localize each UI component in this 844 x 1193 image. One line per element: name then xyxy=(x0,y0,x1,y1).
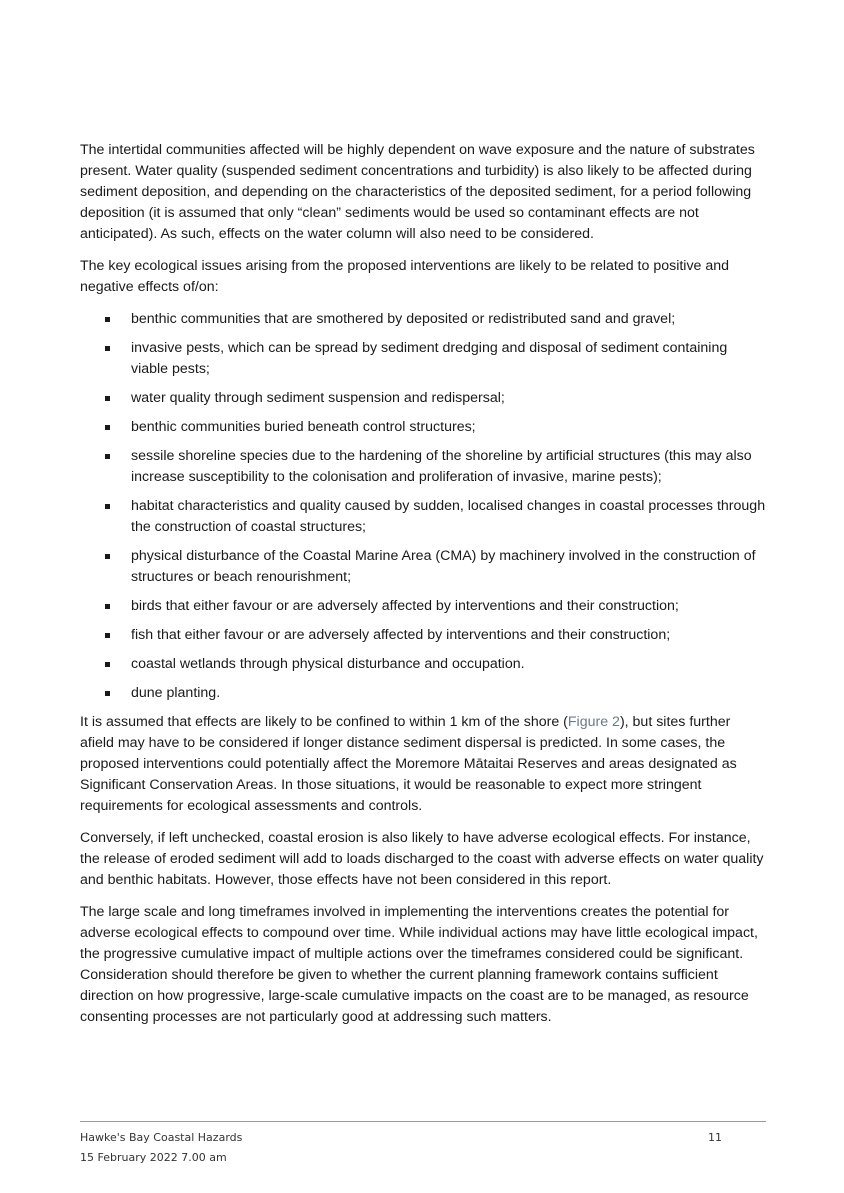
list-item: birds that either favour or are adversely affected by interventions and their construction; xyxy=(80,596,768,617)
figure-2-link[interactable]: Figure 2 xyxy=(567,714,620,730)
bullet-icon xyxy=(105,425,110,430)
bullet-icon xyxy=(105,604,110,609)
bullet-icon xyxy=(105,554,110,559)
list-item: invasive pests, which can be spread by sediment dredging and disposal of sediment containing viable pests; xyxy=(80,338,768,380)
bullet-icon xyxy=(105,633,110,638)
list-item: coastal wetlands through physical disturbance and occupation. xyxy=(80,654,768,675)
list-item: dune planting. xyxy=(80,683,768,704)
bullet-icon xyxy=(105,662,110,667)
list-item: water quality through sediment suspension and redispersal; xyxy=(80,388,768,409)
paragraph-cumulative-effects: The large scale and long timeframes involved in implementing the interventions creates the potential for adverse ecological effects to compound over time. While individual actions may have little ecological impact, the progressive cumulative impact of multiple actions over the timeframes considered could be significant. Consideration should therefore be given to whether the current planning framework contains sufficient direction on how progressive, large-scale cumulative impacts on the coast are to be managed, as resource consenting processes are not particularly good at addressing such matters. xyxy=(80,904,758,1025)
document-body xyxy=(80,140,768,1039)
list-item: benthic communities that are smothered by deposited or redistributed sand and gravel; xyxy=(80,309,768,330)
bullet-icon xyxy=(105,454,110,459)
ecological-issues-list xyxy=(80,309,768,704)
page-footer xyxy=(80,1128,766,1168)
page-number: 11 xyxy=(708,1131,722,1144)
bullet-icon xyxy=(105,691,110,696)
footer-date: 15 February 2022 7.00 am xyxy=(80,1151,227,1164)
footer-divider xyxy=(80,1121,766,1122)
list-item: benthic communities buried beneath control structures; xyxy=(80,417,768,438)
bullet-icon xyxy=(105,504,110,509)
footer-title: Hawke's Bay Coastal Hazards xyxy=(80,1131,243,1144)
list-item: habitat characteristics and quality caused by sudden, localised changes in coastal processes through the construction of coastal structures; xyxy=(80,496,768,538)
bullet-icon xyxy=(105,396,110,401)
paragraph-key-issues: The key ecological issues arising from the proposed interventions are likely to be related to positive and negative effects of/on: xyxy=(80,258,730,295)
list-item: sessile shoreline species due to the hardening of the shoreline by artificial structures (this may also increase susceptibility to the colonisation and proliferation of invasive, marine pests); xyxy=(80,446,768,488)
paragraph-coastal-erosion: Conversely, if left unchecked, coastal erosion is also likely to have adverse ecological effects. For instance, the release of eroded sediment will add to loads discharged to the coast with adverse effects on water quality and benthic habitats. However, those effects have not been considered in this report. xyxy=(80,830,764,888)
list-item: physical disturbance of the Coastal Marine Area (CMA) by machinery involved in the construction of structures or beach renourishment; xyxy=(80,546,768,588)
list-item: fish that either favour or are adversely affected by interventions and their construction; xyxy=(80,625,768,646)
bullet-icon xyxy=(105,317,110,322)
paragraph-intertidal: The intertidal communities affected will be highly dependent on wave exposure and the nature of substrates present. Water quality (suspended sediment concentrations and turbidity) is also likely to be affected during sediment deposition, and depending on the characteristics of the deposited sediment, for a period following deposition (it is assumed that only “clean” sediments would be used so contaminant effects are not anticipated). As such, effects on the water column will also need to be considered. xyxy=(80,142,755,242)
bullet-icon xyxy=(105,346,110,351)
paragraph-effects-scope: It is assumed that effects are likely to be confined to within 1 km of the shore (Figure 2), but sites further afield may have to be considered if longer distance sediment dispersal is predicted. In some cases, the proposed interventions could potentially affect the Moremore Mātaitai Reserves and areas designated as Significant Conservation Areas. In those situations, it would be reasonable to expect more stringent requirements for ecological assessments and controls. xyxy=(80,714,737,814)
